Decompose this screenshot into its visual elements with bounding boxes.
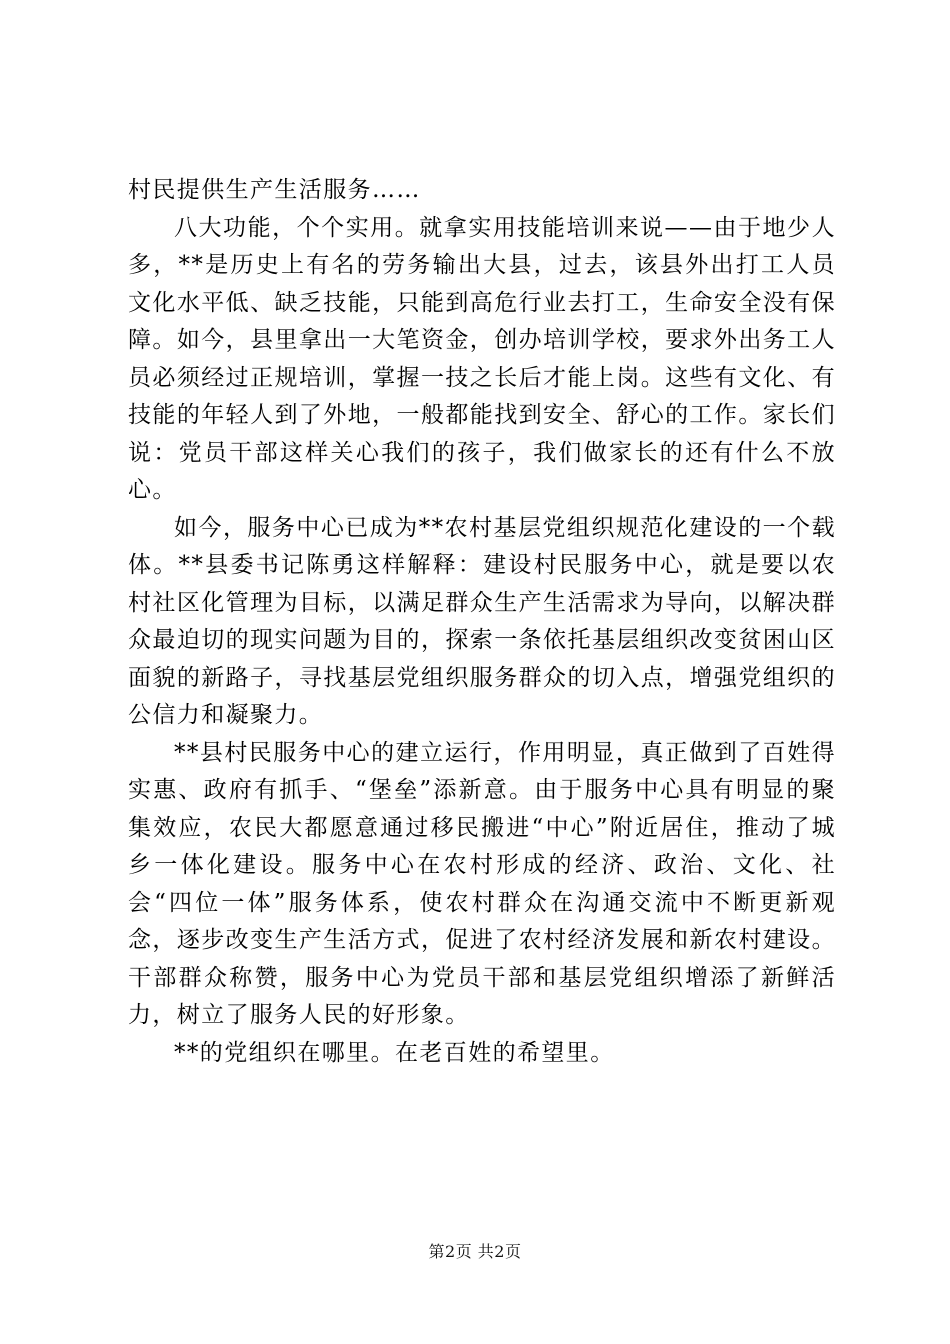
paragraph-service-center-effects: **县村民服务中心的建立运行，作用明显，真正做到了百姓得实惠、政府有抓手、“堡垒”添新意。由于服务中心具有明显的聚集效应，农民大都愿意通过移民搬进“中心”附近居住，推动了城乡一体化建设。服务中心在农村形成的经济、政治、文化、社会“四位一体”服务体系，使农村群众在沟通交流中不断更新观念，逐步改变生产生活方式，促进了农村经济发展和新农村建设。干部群众称赞，服务中心为党员干部和基层党组织增添了新鲜活力，树立了服务人民的好形象。: [128, 739, 836, 1028]
paragraph-continuation: 村民提供生产生活服务……: [128, 177, 421, 203]
paragraph-eight-functions: 八大功能，个个实用。就拿实用技能培训来说——由于地少人多，**是历史上有名的劳务输出大县，过去，该县外出打工人员文化水平低、缺乏技能，只能到高危行业去打工，生命安全没有保障。如今，县里拿出一大笔资金，创办培训学校，要求外出务工人员必须经过正规培训，掌握一技之长后才能上岗。这些有文化、有技能的年轻人到了外地，一般都能找到安全、舒心的工作。家长们说：党员干部这样关心我们的孩子，我们做家长的还有什么不放心。: [128, 214, 836, 503]
document-body: [128, 172, 836, 1072]
page-number-footer: 第2页 共2页: [428, 1242, 522, 1261]
paragraph-closing: **的党组织在哪里。在老百姓的希望里。: [174, 1039, 615, 1066]
paragraph-service-center-carrier: 如今，服务中心已成为**农村基层党组织规范化建设的一个载体。**县委书记陈勇这样解释：建设村民服务中心，就是要以农村社区化管理为目标，以满足群众生产生活需求为导向，以解决群众最迫切的现实问题为目的，探索一条依托基层组织改变贫困山区面貌的新路子，寻找基层党组织服务群众的切入点，增强党组织的公信力和凝聚力。: [128, 514, 836, 728]
